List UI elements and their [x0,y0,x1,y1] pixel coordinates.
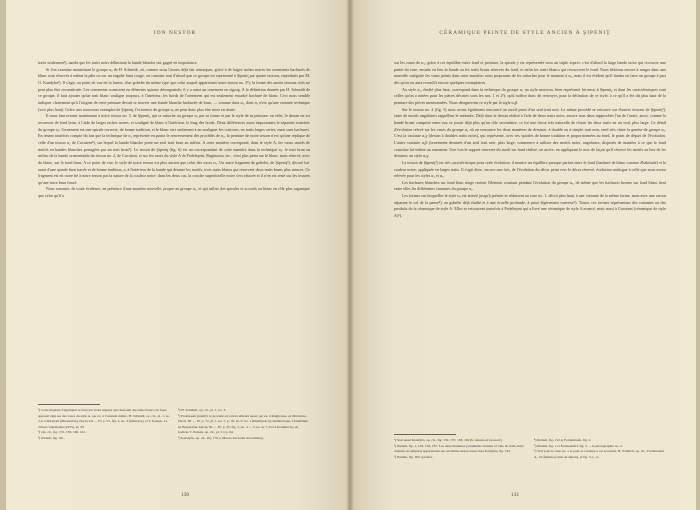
right-page [350,0,700,510]
paragraph: Si l'on examine maintenant le groupe α₂ de H. Schmidt, où, comme nous l'avons déjà fait remarquer, grâce à de larges taches noires les ornements hachurés de blanc sont réservés à même la pâte ou sur un engobe brun rouge, on constate tout d'abord que ce groupe est représenté à Şipeniţ par quatre tessons, reproduits par M. O. Kandyba²). Il s'agit, au point de vue de la forme, d'un gobelet du même type que celui auquel appartenait notre tesson no. 3³); la forme des autres tessons cités ne peut plus être reconstituée. Les ornements consistent en éléments spiraux désorganisés; il y a aussi un ornement en zigzag. A la définition donnée par H. Schmidt de ce groupe, il faut ajouter qu'un trait blanc souligne toujours, à l'intérieur, les bords de l'ornement qui est seulement encadré hachuré de blanc. Ceci nous semble indiquer clairement qu'à l'origine de cette peinture devait se trouver une bande blanche hachurée de brun, — comme dans α₁, dont α₂ n'est qu'une variante technique (voir plus haut). Grâce aux nouveaux exemples de Şipeniţ, l'existence du groupe α₂ ne peut donc plus être mise en doute. [38,66,310,112]
footnotes-col [534,438,666,460]
body-text [394,60,666,220]
footnote: ⁶) Voir pour le vase no. 1 et pour sa variante à col accentué, H. Schmidt, op. cit., Formentafel A, 14 (femme pointe de départ), et fig. 5 a—b. [534,449,665,459]
footnote-rule [38,404,100,405]
paragraph: sur les vases de α₁; grâce à cet équilibre entre fond et peinture, la spirale y est représentée sous un triple aspect: c'est d'abord la large bande noire qui recouvre une partie du vase, ensuite en lieu la bande ou les traits bruns réservés du fond, et enfin les traits blancs qui recouvrent le fond. Nous hésitons encore à ranger dans une nouvelle catégorie les vases peints dans cette manière; nous proposons de les rattacher pour le moment à α₂, mais il est évident qu'il faudra en faire un groupe à part dès qu'on en aura recueilli encore quelques exemplaires. [394,60,666,85]
footnote: ²) Op. cit., fig. 155, 158, 160, 161. [38,430,87,435]
paragraph: Au style α₂, étudié plus haut, correspond dans la technique du groupe α₂ un style nouveau, bien représenté lui-aussi à Şipeniţ, et dont les caractéristiques sont celles qu'on a notées pour les pièces décrites sous les nos. 1 et 2¹); qu'il suffise donc de renvoyer, pour la définition de ce style, à ce qu'il a été dit plus haut de la peinture des pièces mentionnées. Nous désignerons ce style par le sigle α₂β. [394,86,666,105]
paragraph: Les formes sur lesquelles le style α₂ est attesté jusqu'à présent se réduisent au vase no. 1, décrit plus haut, à une variante de la même forme, mais avec une raison séparant le col de la panse⁴), au gobelet déjà étudié et à une écuelle profonde, à paroi légèrement convexe⁵). Toutes ces formes représentent des variantes ou des produits de la céramique de style A. Elles se retrouvent toutefois à Fedeleşeni qui a livré une céramique de style A avancé, mais aussi à Cucuteni (céramique de style A)⁶). [394,193,666,219]
paragraph: Sur le tesson no. 2 (fig. 5) nous avons également rencontré un motif peint d'un seul trait noir. Le même procédé se retrouve sur d'autres tessons de Şipeniţ²), entre de motifs angulaires rappellent le méandre. Déjà dans le dessin réalisé à l'aile de deux traits noirs, encore tous deux rapprochés l'un de l'autre; aussi, comme la bande brune comprise entre eux se jouait déjà plus qu'un rôle secondaire, ce fut une chose très naturelle de réunir les deux traits en un seul, plus large. Ce détail d'évolution relevé sur les vases du groupe α₁ où on rencontre les deux manières de dessiner, à double ou à simple trait noir, rend très claire la genèse de groupe α₂. C'est la variante α₂γ (dessin à doubles traits noirs), qui représente, avec ses spirales de bonne tradition et proportionnées au fond, le point de départ de l'évolution. L'autre variante α₂β (ornements dessinés d'un seul trait noir, plus large, commence à utiliser des motifs noirs, angulaires, disposés de manière à ce que le fond constitue lui-même un ornement. Une fois le rapport renversé du motif sur fond réalisé, on arrive, en appliquant le noir de façon qu'il réserve les motifs au lieu de les dessiner, au style α₂γ. [394,106,666,159]
footnote: ⁴) Ibidem, fig. 152 et Formentafel, fig. 2. [534,438,592,442]
footnote: ¹) Cette manière d'appliquer le brun par traits séparés qui réservent des traits blancs du fond, apparaît déjà sur des vases du style A, par ex. à Cucuteni même, H. Schmidt, op. cit., pl. 1, no. 2 et à Darabani (Bessarabie), Dacia, III — IV, p. 55, fig. 4, no. 3 (Ghitescu), et T. Passek, La culture tripolienne (1935), pl. 20. [38,408,170,429]
footnote: ¹) Voir aussi Kandyba, op. cit., fig. 152, 157, 158, 162 (le dessin est incorect). [394,438,503,442]
footnote: ⁵) Ibidem, fig. 1 et Formentafel, fig. 5 — le photographie no. 2. [534,443,623,448]
footnote: ³) Ibidem, fig. 161. [38,435,65,440]
paragraph: Le tesson de Şipeniţ³) est très caractéristique pour cette évolution: il montre un équilibre presque parfait entre le fond (hachuré de blanc comme d'habitude) et la couleur noire, appliquée en larges traits. Il s'agit donc, encore une fois, de l'évolution du décor peint vers le décor réservé, évolution analogue à celle que nous avons relevée pour les styles α₁ et α₂. [394,159,666,179]
running-head: ION NESTOR [153,30,197,36]
paragraph: Nous sommes, de toute évidence, en présence d'une manière nouvelle, propre au groupe α₂, et qui utilise des spirales et accords au blanc en rôle plus organique que celui qu'il a [38,186,310,199]
page-number: 130 [180,492,190,498]
footnotes-col [178,408,310,442]
footnote-rule [394,434,456,435]
footnote: ⁵) Fedeleşeni (inédit): le procédé est relevé ailleurs aussi, par ex. à Ruginoasa, en Moldavie, Dacia, III — IV, p. 72, pl. 1, no. 7, p. 76, pl. V, no. 1 (Dumitrescu); Dumbrăveni, à Dumbăun en Bessarabie, Dacia, III — IV, p. 35, fig. 2, no. 4 — 5, no. 6, 7, 8 et à Koshilovtsy en Galicie, T. Passek, op. cit., pl. 5 à p. 64. [178,413,308,435]
paragraph: Les hachures blanches sur fond brun rouge restent l'élément constant pendant l'évolution du groupe α₂, de même que les hachures brunes sur fond blanc lient entre elles les différentes variantes du groupe α₁. [394,179,666,192]
book-gutter [346,0,354,510]
page-number: 131 [510,492,520,498]
running-head: CÉRAMIQUE PEINTE DE STYLE ANCIEN À ŞIPENIŢ [439,30,611,36]
paragraph: traits seulement¹), tandis que les traits noirs délimitant la bande blanche ont gagné en importance. [38,60,198,65]
footnote: ⁴) H. Schmidt, op. cit., pl. 1, no. 3. [178,408,227,412]
page-edge [696,0,700,510]
footnotes-col [38,408,170,442]
footnotes-col [394,438,526,460]
footnote: ³) Ibidem, fig. 165; gobelet. [394,454,433,459]
page-edge [0,0,6,510]
body-text [38,60,310,200]
footnote: ²) Ibidem, fig. 1, 158, 156, 167. Les deux manières (ornements réalisés à l'aide de traits noirs doubles ou simples) apparaissent sur un même tesson aussi chez Kandyba, fig. 152. [394,443,524,454]
paragraph: Il nous faut revenir maintenant à notre tesson no. 3, de Şipeniţ, qui se rattache au groupe α₂ par sa forme et par le style de sa peinture: en effet, le dessin en est recouvert de fond brun, à l'aide de larges taches noires, et souligné de blanc à l'intérieur, le long des bords. Deux différences assez importantes le séparent toutefois du groupe α₂: l'ornement est une spirale correcte, de bonne tradition, et le blanc sert seulement à en souligner les contours, en traits larges certes, mais sans hachures. En tenant toutefois compte du fait que la technique de α₁ représente en partie le renversement des procédés de α₂, la peinture de notre tesson n'est qu'une réplique de celle d'un tesson α₂ de Cucuteni⁴), sur lequel la bande blanche porte un seul trait brun au milieu. A cette manière correspond, dans le style A, les vases usuels de motifs en bandes blanches portagées par un trait brun⁵). Le tesson de Şipeniţ (fig. 6) est un correspondant de cette manière dans la technique α₂: le trait brun au milieu de la bande ornementale du tesson no. 2, de Cucuteni, et sur les vases du style A de Fedeleşeni, Ruginoasa, etc., n'est plus peint sur le blanc, mais réservé, avec du blanc, sur le fond brun. A ce point de vue, le style de notre tesson est plus ancien que celui des vases α₂. Un autre fragment de gobelet, de Şipeniţ⁶), décoré lui-aussi d'une spirale bien tracée et de bonne tradition, a, à l'intérieur de la bande qui dessine les motifs, trois traits blancs qui réservent deux traits bruns plus minces. Ce fragment est en outre lié à notre tesson par la nature de la couleur noire: dans les deux cas, la couche superficielle noire s'est effacée et il n'en est resté sur les tessons qu'une trace brun foncé. [38,113,310,185]
footnote: ⁶) Kandyba, op. cit., fig. 170 a; Maoro-Szczotka de Lemberg. [178,435,264,440]
